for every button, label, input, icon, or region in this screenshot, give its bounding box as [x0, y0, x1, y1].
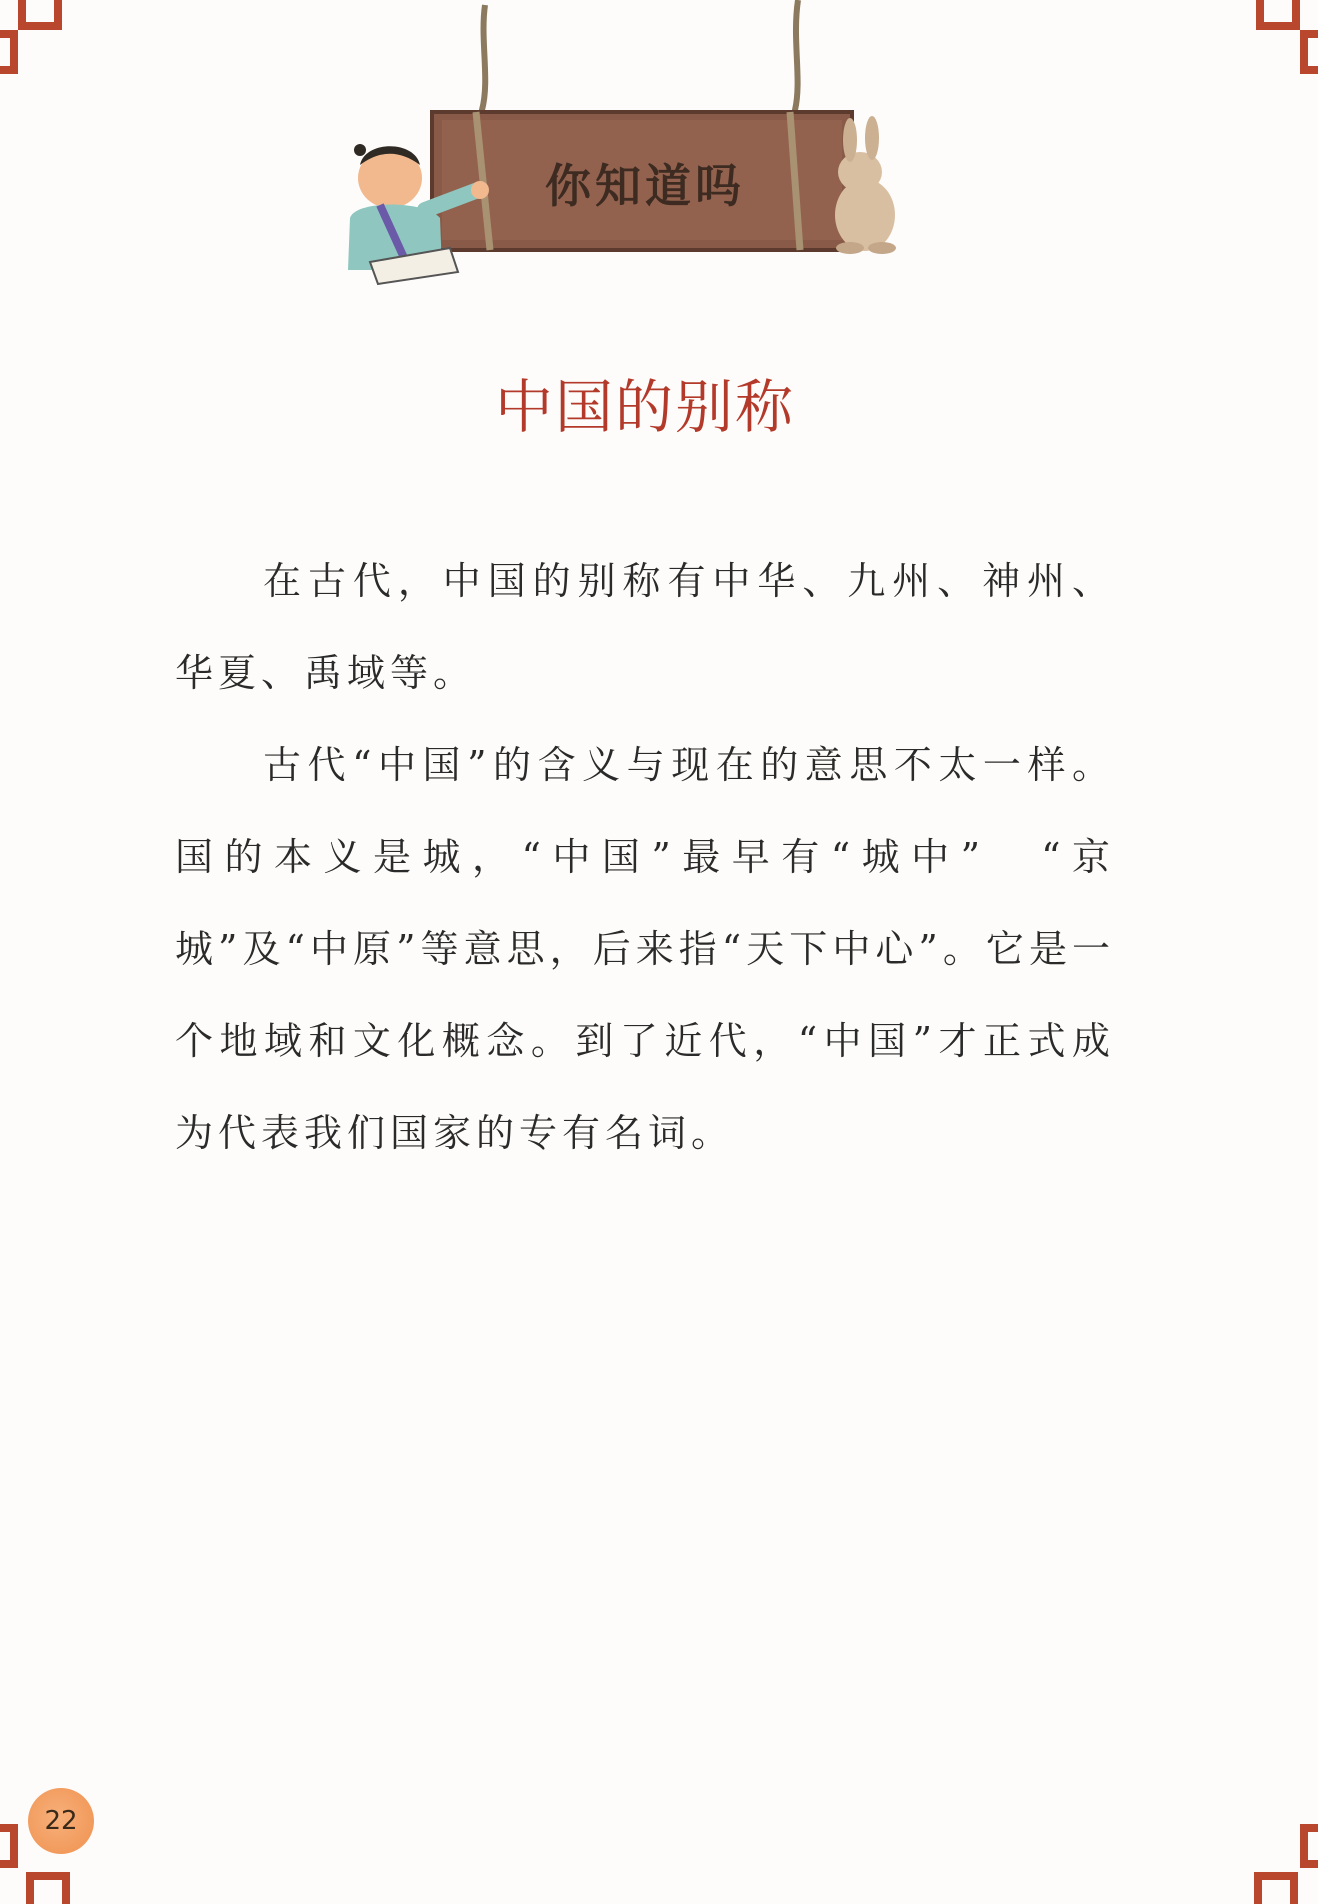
paragraph: 在古代，中国的别称有中华、九州、神州、华夏、禹域等。 [175, 559, 1115, 695]
lattice-corner-bottom-right-icon [1248, 1814, 1318, 1904]
paragraph: 古代“中国”的含义与现在的意思不太一样。国的本义是城，“中国”最早有“城中” “京城”及“中原”等意思，后来指“天下中心”。它是一个地域和文化概念。到了近代，“中国”才正式成为代表我们国家的专有名词。 [175, 743, 1115, 1155]
page-number-badge: 22 [28, 1788, 94, 1854]
sign-label: 你知道吗 [545, 159, 745, 213]
lattice-corner-top-left-icon [0, 0, 70, 80]
lattice-corner-top-right-icon [1248, 0, 1318, 80]
page-title: 中国的别称 [494, 373, 795, 441]
article-body [175, 535, 1115, 1179]
rabbit-illustration-icon [835, 116, 896, 254]
header-illustration [330, 0, 910, 300]
